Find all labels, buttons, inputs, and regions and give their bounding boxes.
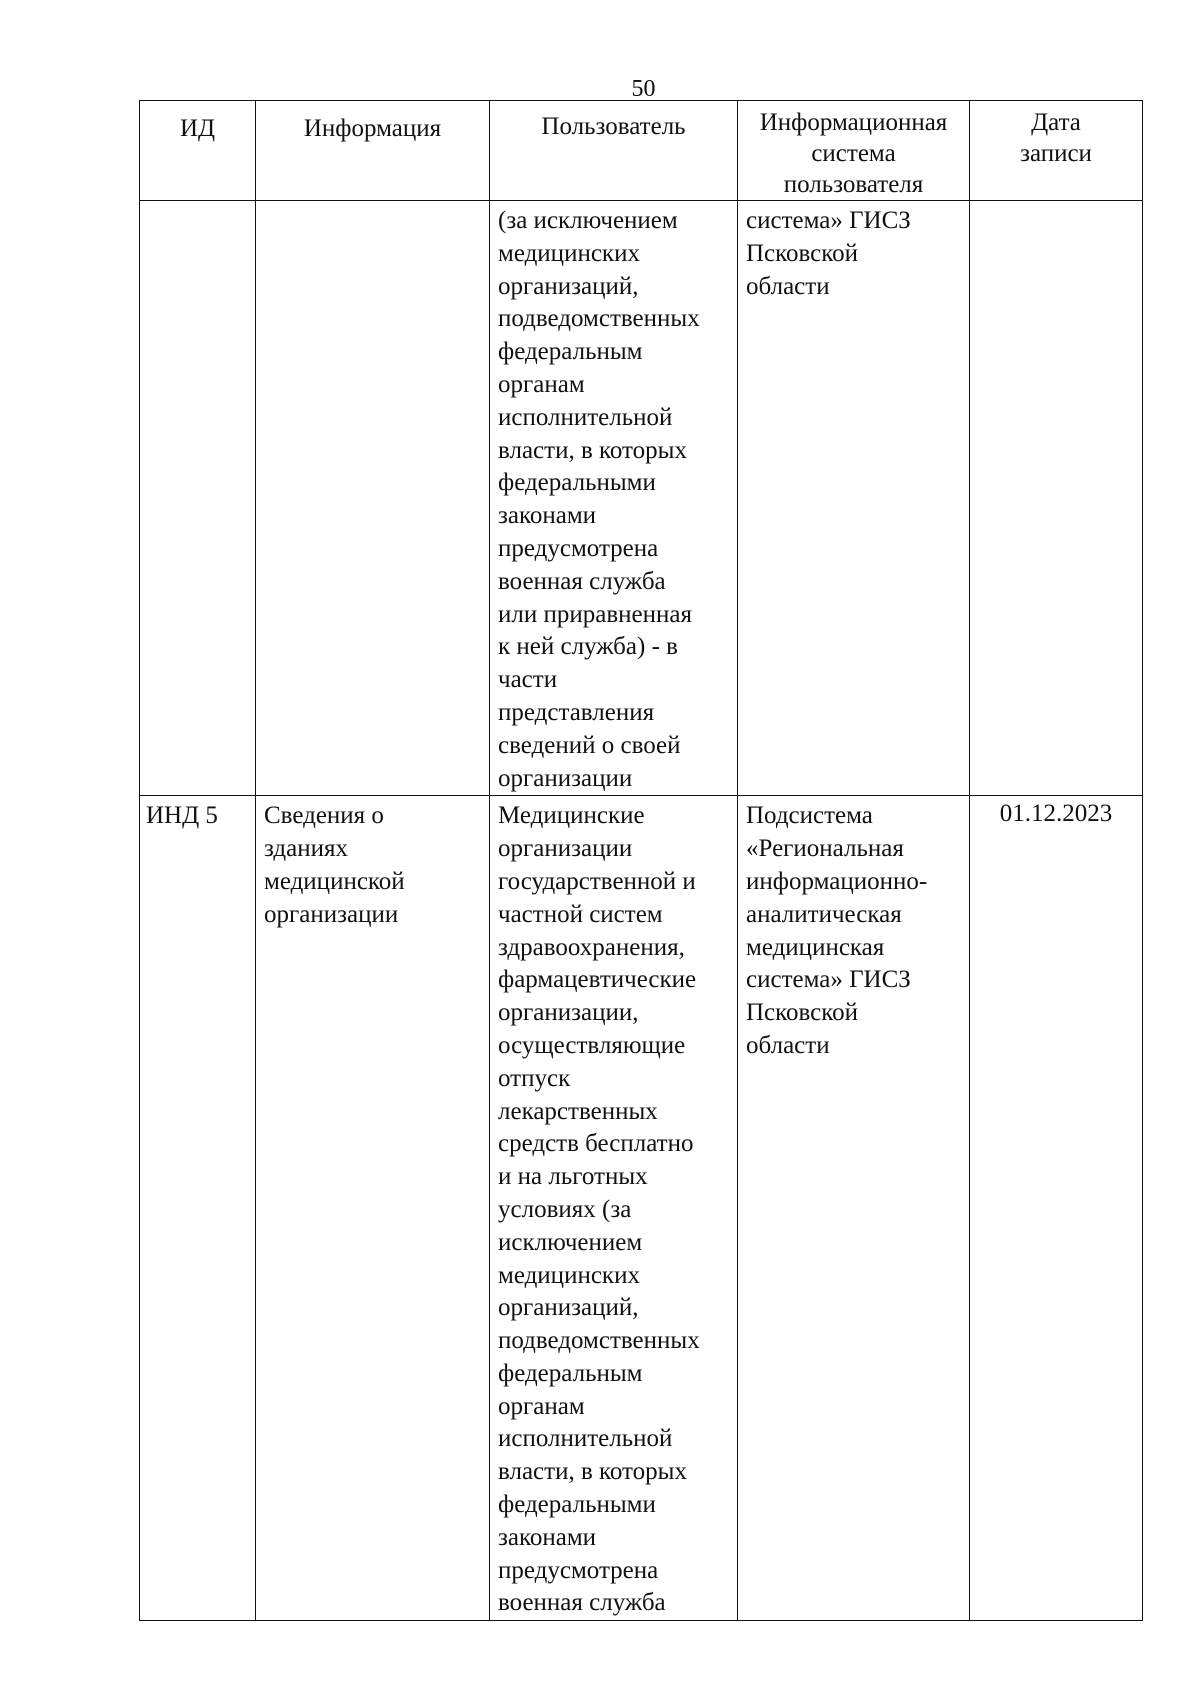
cell-id-text [140,201,255,205]
header-user [490,101,738,201]
cell-id-text: ИНД 5 [146,802,218,830]
cell-system [738,201,970,796]
header-id [140,101,256,201]
cell-info [256,796,490,1621]
page-number: 50 [631,76,656,102]
header-date-label: Дата записи [1020,109,1092,167]
cell-system [738,796,970,1621]
header-date [970,101,1143,201]
table-row [140,796,1143,1621]
header-info [256,101,490,201]
table-row [140,201,1143,796]
cell-date-text [970,201,1142,203]
header-system-label: Информационная система пользователя [759,109,948,198]
header-info-label: Информация [303,115,442,142]
cell-user [490,796,738,1621]
header-system [738,101,970,201]
cell-system-text: Подсистема «Региональная информационно- аналитическая медицинская система» ГИСЗ Псковской области [746,802,928,1059]
records-table [139,100,1143,1621]
table-header-row [140,101,1143,201]
cell-date [970,201,1143,796]
cell-info-text [256,201,489,205]
cell-user-text: Медицинские организации государственной и частной систем здравоохранения, фармацевтические организации, осуществляющие отпуск лекарственных средств бесплатно и на льготных условиях (за исключением медицинских организаций, подведомственных федеральным органам исполнительной власти, в которых федеральными законами предусмотрена военная служба [498,802,700,1617]
cell-id [140,201,256,796]
cell-user [490,201,738,796]
cell-date-text: 01.12.2023 [999,800,1113,828]
cell-info-text: Сведения о зданиях медицинской организации [264,802,405,928]
header-user-label: Пользователь [541,113,686,140]
cell-info [256,201,490,796]
cell-system-text: система» ГИСЗ Псковской области [746,207,911,300]
header-id-label: ИД [179,115,216,142]
cell-date [970,796,1143,1621]
cell-id [140,796,256,1621]
cell-user-text: (за исключением медицинских организаций, подведомственных федеральным органам исполнительной власти, в которых федеральными законами предусмотрена военная служба или приравненная к ней служба) - в части представления сведений о своей организации [498,207,700,792]
